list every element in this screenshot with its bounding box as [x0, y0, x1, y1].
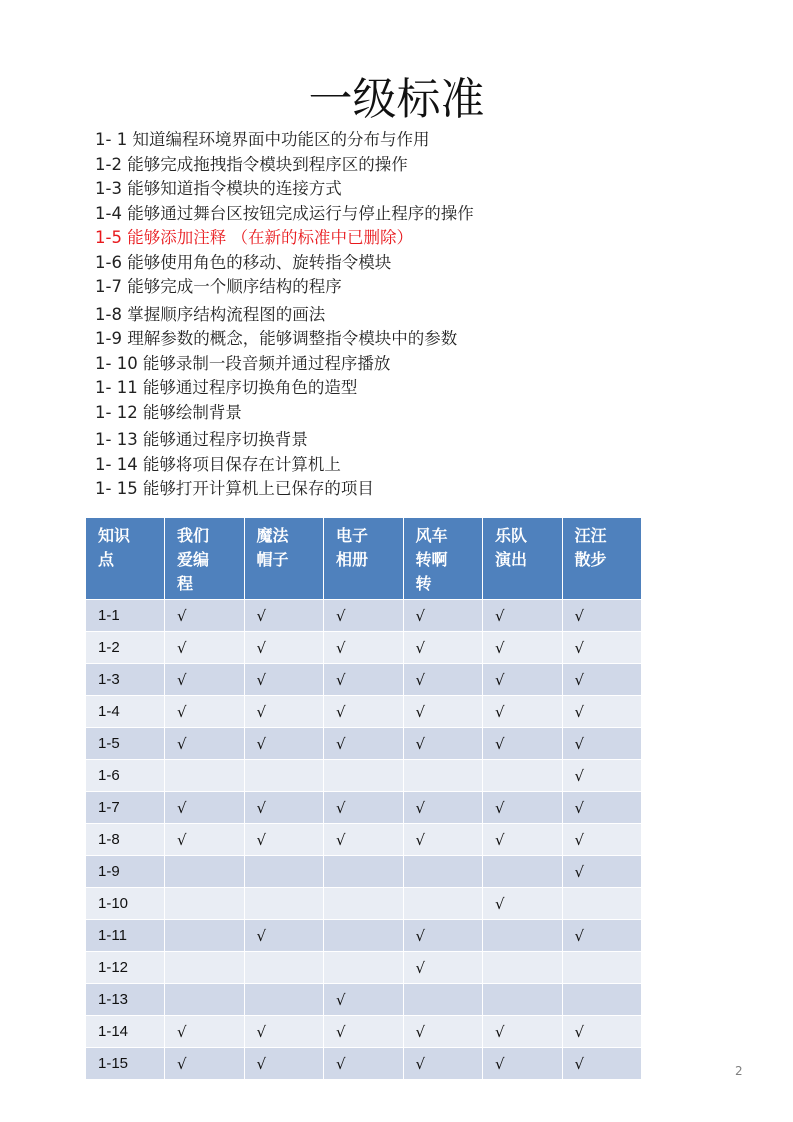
row-label-cell: 1-9 [86, 856, 165, 888]
check-cell: √ [244, 600, 324, 632]
check-cell [324, 888, 404, 920]
check-cell: √ [403, 664, 483, 696]
check-cell: √ [562, 696, 642, 728]
table-row [86, 1048, 642, 1080]
table-row [86, 1016, 642, 1048]
table-row [86, 952, 642, 984]
check-cell: √ [165, 728, 245, 760]
check-cell: √ [562, 792, 642, 824]
check-cell: √ [403, 920, 483, 952]
check-cell: √ [244, 792, 324, 824]
check-cell: √ [483, 600, 563, 632]
check-cell: √ [562, 824, 642, 856]
row-label-cell: 1-6 [86, 760, 165, 792]
check-cell: √ [244, 664, 324, 696]
check-cell: √ [403, 600, 483, 632]
row-label-cell: 1-2 [86, 632, 165, 664]
check-cell: √ [562, 920, 642, 952]
check-cell [562, 952, 642, 984]
standards-matrix-table [85, 517, 642, 1080]
header-text-line: 相册 [336, 550, 369, 569]
check-cell [165, 952, 245, 984]
check-cell [165, 856, 245, 888]
table-row [86, 824, 642, 856]
check-cell [324, 952, 404, 984]
row-label-cell: 1-15 [86, 1048, 165, 1080]
standard-item: 1- 12 能够绘制背景 [95, 402, 242, 422]
header-project-2 [244, 518, 324, 600]
check-cell [562, 984, 642, 1016]
header-project-6 [562, 518, 642, 600]
check-cell: √ [483, 728, 563, 760]
check-cell: √ [324, 664, 404, 696]
row-label-cell: 1-3 [86, 664, 165, 696]
standard-item: 1- 1 知道编程环境界面中功能区的分布与作用 [95, 130, 430, 149]
check-cell: √ [324, 728, 404, 760]
check-cell: √ [165, 824, 245, 856]
table-row [86, 600, 642, 632]
header-text-line: 我们 [177, 526, 210, 545]
check-cell [165, 760, 245, 792]
check-cell: √ [483, 888, 563, 920]
check-cell: √ [403, 1016, 483, 1048]
check-cell: √ [324, 696, 404, 728]
check-cell [244, 856, 324, 888]
check-cell: √ [244, 696, 324, 728]
row-label-cell: 1-14 [86, 1016, 165, 1048]
row-label-cell: 1-4 [86, 696, 165, 728]
table-row [86, 632, 642, 664]
check-cell [165, 984, 245, 1016]
row-label-cell: 1-13 [86, 984, 165, 1016]
check-cell: √ [165, 664, 245, 696]
header-text-line: 转 [415, 574, 432, 593]
check-cell [244, 760, 324, 792]
page-title: 一级标准 [308, 74, 485, 125]
check-cell: √ [165, 1048, 245, 1080]
check-cell: √ [562, 632, 642, 664]
check-cell: √ [165, 1016, 245, 1048]
row-label-cell: 1-10 [86, 888, 165, 920]
check-cell: √ [483, 1048, 563, 1080]
check-cell: √ [165, 696, 245, 728]
standard-item: 1-3 能够知道指令模块的连接方式 [95, 179, 342, 198]
check-cell: √ [562, 600, 642, 632]
header-text-line: 汪汪 [574, 526, 607, 545]
check-cell: √ [324, 600, 404, 632]
check-cell: √ [324, 984, 404, 1016]
check-cell [483, 984, 563, 1016]
row-label-cell: 1-5 [86, 728, 165, 760]
standard-item: 1-4 能够通过舞台区按钮完成运行与停止程序的操作 [95, 203, 474, 223]
header-project-4 [403, 518, 483, 600]
header-text-line: 电子 [336, 526, 369, 545]
table-row [86, 728, 642, 760]
header-text-line: 程 [177, 574, 194, 593]
check-cell: √ [562, 1016, 642, 1048]
check-cell [403, 888, 483, 920]
header-project-5 [483, 518, 563, 600]
check-cell [324, 760, 404, 792]
standard-item: 1-2 能够完成拖拽指令模块到程序区的操作 [95, 154, 408, 174]
table-row [86, 984, 642, 1016]
check-cell: √ [483, 1016, 563, 1048]
check-cell: √ [403, 632, 483, 664]
check-cell: √ [403, 792, 483, 824]
table-body [86, 600, 642, 1080]
standard-item: 1-8 掌握顺序结构流程图的画法 [95, 304, 326, 324]
check-cell: √ [483, 792, 563, 824]
standard-item: 1-7 能够完成一个顺序结构的程序 [95, 277, 342, 296]
check-cell: √ [483, 664, 563, 696]
header-text-line: 帽子 [256, 550, 289, 569]
check-cell [403, 760, 483, 792]
check-cell [165, 888, 245, 920]
header-text-line: 乐队 [495, 526, 528, 545]
check-cell: √ [324, 1016, 404, 1048]
check-cell [244, 952, 324, 984]
check-cell: √ [165, 632, 245, 664]
header-text-line: 风车 [415, 526, 448, 545]
check-cell: √ [403, 728, 483, 760]
check-cell: √ [562, 728, 642, 760]
check-cell: √ [562, 856, 642, 888]
row-label-cell: 1-12 [86, 952, 165, 984]
check-cell [324, 856, 404, 888]
check-cell: √ [403, 696, 483, 728]
check-cell [403, 984, 483, 1016]
check-cell: √ [244, 632, 324, 664]
check-cell: √ [324, 792, 404, 824]
check-cell: √ [165, 600, 245, 632]
check-cell: √ [403, 824, 483, 856]
check-cell: √ [244, 920, 324, 952]
check-cell: √ [244, 1048, 324, 1080]
page-number: 2 [735, 1064, 743, 1078]
header-text-line: 散步 [574, 550, 607, 569]
standard-item: 1-5 能够添加注释 （在新的标准中已删除） [95, 228, 413, 247]
header-project-3 [324, 518, 404, 600]
table-row [86, 760, 642, 792]
check-cell: √ [324, 824, 404, 856]
standard-item: 1-9 理解参数的概念，能够调整指令模块中的参数 [95, 329, 458, 348]
row-label-cell: 1-1 [86, 600, 165, 632]
check-cell [244, 888, 324, 920]
table-row [86, 920, 642, 952]
check-cell: √ [244, 1016, 324, 1048]
check-cell [244, 984, 324, 1016]
table-row [86, 792, 642, 824]
header-text-line: 点 [98, 550, 115, 569]
check-cell: √ [562, 664, 642, 696]
check-cell [483, 920, 563, 952]
standard-item: 1- 14 能够将项目保存在计算机上 [95, 454, 341, 474]
row-label-cell: 1-11 [86, 920, 165, 952]
table-row [86, 888, 642, 920]
header-text-line: 知识 [98, 526, 131, 545]
check-cell: √ [324, 632, 404, 664]
standard-item: 1- 10 能够录制一段音频并通过程序播放 [95, 353, 391, 373]
check-cell: √ [244, 728, 324, 760]
check-cell: √ [562, 1048, 642, 1080]
standard-item: 1- 15 能够打开计算机上已保存的项目 [95, 479, 374, 498]
header-text-line: 魔法 [256, 526, 289, 545]
check-cell [483, 952, 563, 984]
header-text-line: 演出 [495, 550, 528, 569]
check-cell: √ [324, 1048, 404, 1080]
check-cell: √ [244, 824, 324, 856]
check-cell: √ [165, 792, 245, 824]
check-cell [562, 888, 642, 920]
check-cell [403, 856, 483, 888]
header-project-1 [165, 518, 245, 600]
check-cell: √ [483, 696, 563, 728]
header-text-line: 爱编 [177, 550, 210, 569]
check-cell: √ [403, 1048, 483, 1080]
table-header-row [86, 518, 642, 600]
header-knowledge-point [86, 518, 165, 600]
check-cell: √ [483, 824, 563, 856]
table-row [86, 696, 642, 728]
check-cell [324, 920, 404, 952]
check-cell: √ [403, 952, 483, 984]
standard-item: 1-6 能够使用角色的移动、旋转指令模块 [95, 252, 392, 272]
row-label-cell: 1-7 [86, 792, 165, 824]
row-label-cell: 1-8 [86, 824, 165, 856]
table-row [86, 856, 642, 888]
standard-item: 1- 11 能够通过程序切换角色的造型 [95, 378, 358, 397]
standard-item: 1- 13 能够通过程序切换背景 [95, 430, 308, 449]
standards-list [95, 128, 474, 502]
check-cell [165, 920, 245, 952]
check-cell: √ [562, 760, 642, 792]
table-row [86, 664, 642, 696]
check-cell [483, 856, 563, 888]
check-cell: √ [483, 632, 563, 664]
check-cell [483, 760, 563, 792]
header-text-line: 转啊 [415, 550, 448, 569]
